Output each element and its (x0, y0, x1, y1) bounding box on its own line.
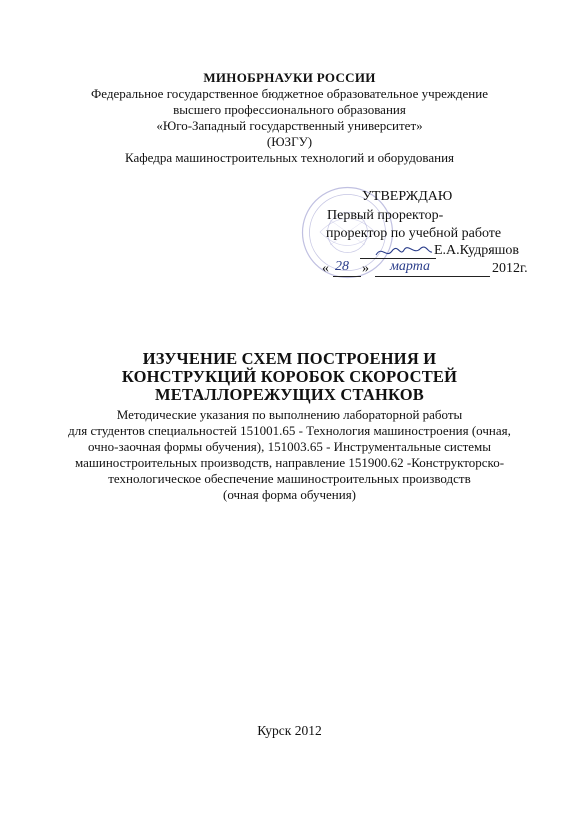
document-description (0, 407, 579, 503)
description-line: технологическое обеспечение машиностроительных производств (108, 471, 471, 486)
description-line: (очная форма обучения) (222, 487, 357, 502)
date-day: 28 (335, 259, 349, 274)
university-abbreviation: (ЮЗГУ) (266, 134, 313, 149)
education-level-line: высшего профессионального образования (173, 102, 406, 117)
day-underline (333, 276, 361, 277)
date-quote-close: » (362, 261, 369, 276)
date-month: марта (390, 259, 431, 274)
university-name: «Юго-Западный государственный университет» (156, 118, 423, 133)
document-title (0, 350, 579, 404)
institution-type-line: Федеральное государственное бюджетное образовательное учреждение (91, 86, 488, 101)
date-quote-open: « (322, 261, 329, 276)
description-line: машиностроительных производств, направление 151900.62 -Конструкторско- (74, 455, 505, 470)
description-line: для студентов специальностей 151001.65 - Технология машиностроения (очная, (68, 423, 511, 438)
city-year: Курск 2012 (257, 723, 322, 738)
month-underline (375, 276, 490, 277)
approval-block (300, 185, 560, 285)
approver-name: Е.А.Кудряшов (434, 243, 520, 258)
title-line: МЕТАЛЛОРЕЖУЩИХ СТАНКОВ (154, 385, 424, 404)
date-year: 2012г. (492, 261, 528, 276)
approver-position-line2: проректор по учебной работе (326, 226, 502, 241)
description-line: очно-заочная формы обучения), 151003.65 - Инструментальные системы (87, 439, 492, 454)
title-line: КОНСТРУКЦИЙ КОРОБОК СКОРОСТЕЙ (121, 367, 458, 386)
document-header (0, 70, 579, 166)
department-name: Кафедра машиностроительных технологий и оборудования (124, 150, 455, 165)
approver-position-line1: Первый проректор- (327, 208, 444, 223)
title-line: ИЗУЧЕНИЕ СХЕМ ПОСТРОЕНИЯ И (142, 349, 437, 368)
description-line: Методические указания по выполнению лабораторной работы (116, 407, 463, 422)
approve-label: УТВЕРЖДАЮ (362, 189, 453, 204)
document-footer (0, 723, 579, 739)
ministry-name: МИНОБРНАУКИ РОССИИ (203, 70, 376, 85)
